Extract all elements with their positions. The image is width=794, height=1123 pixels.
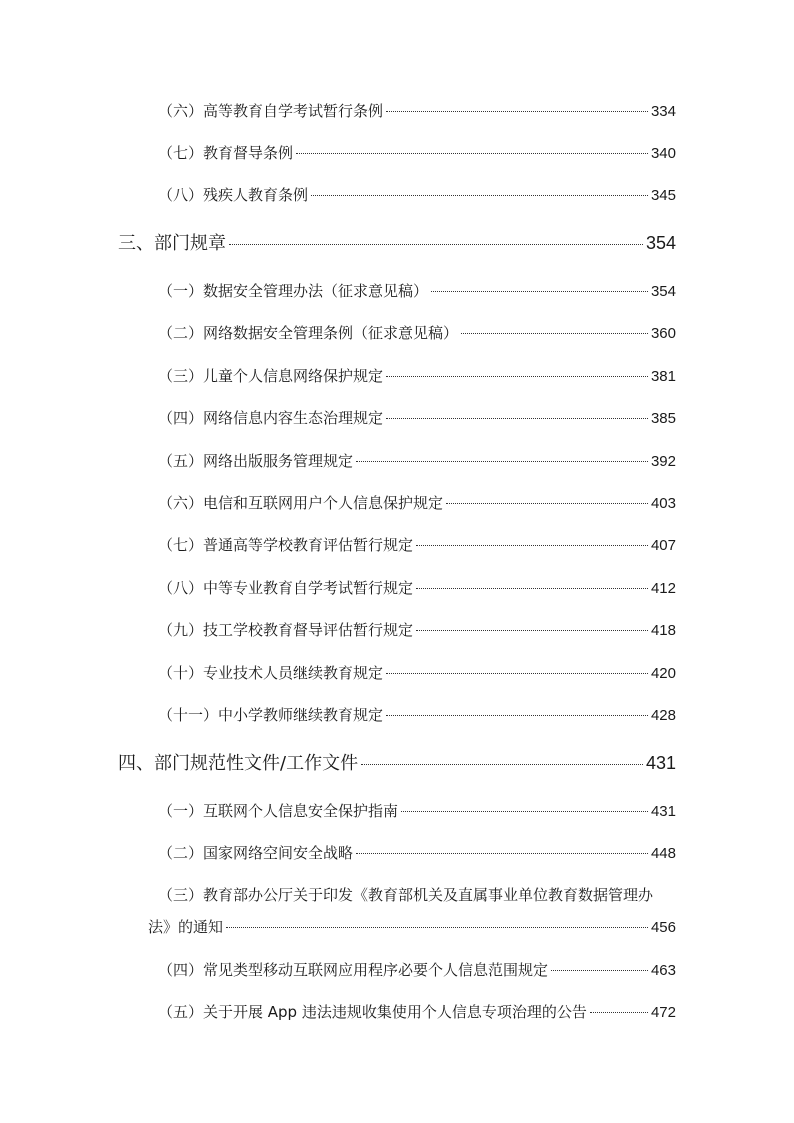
toc-leader-dots [386, 673, 648, 674]
toc-entry[interactable] [158, 185, 676, 206]
toc-entry-title: （五）网络出版服务管理规定 [158, 452, 354, 470]
toc-page-number: 403 [650, 495, 676, 512]
toc-entry-title: （八）中等专业教育自学考试暂行规定 [158, 579, 414, 597]
toc-entry[interactable] [158, 281, 676, 302]
toc-entry[interactable] [158, 493, 676, 514]
toc-page-number: 456 [650, 919, 676, 936]
toc-entry-title: （九）技工学校教育督导评估暂行规定 [158, 621, 414, 639]
toc-leader-dots [311, 195, 648, 196]
toc-entry[interactable] [158, 535, 676, 556]
toc-leader-dots [431, 291, 648, 292]
toc-entry[interactable] [158, 578, 676, 599]
toc-entry[interactable] [158, 1002, 676, 1023]
toc-leader-dots [386, 376, 648, 377]
toc-page-number: 418 [650, 622, 676, 639]
toc-entry-continuation[interactable] [148, 917, 676, 938]
toc-entry[interactable] [158, 323, 676, 344]
toc-leader-dots [356, 461, 648, 462]
toc-entry[interactable] [158, 801, 676, 822]
toc-entry[interactable] [158, 366, 676, 387]
toc-entry[interactable] [158, 620, 676, 641]
toc-page-number: 463 [650, 962, 676, 979]
toc-entry-title-continued: 法》的通知 [148, 918, 224, 936]
toc-leader-dots [416, 630, 648, 631]
toc-page-number: 407 [650, 537, 676, 554]
toc-entry-title: （五）关于开展 App 违法违规收集使用个人信息专项治理的公告 [158, 1003, 587, 1021]
toc-page-number: 412 [650, 580, 676, 597]
toc-leader-dots [361, 764, 643, 765]
toc-entry[interactable] [158, 663, 676, 684]
toc-page-number: 431 [645, 753, 676, 773]
toc-entry-title: （六）高等教育自学考试暂行条例 [158, 102, 384, 120]
toc-leader-dots [416, 545, 648, 546]
toc-entry-title: 四、部门规范性文件/工作文件 [118, 753, 359, 774]
toc-page-number: 420 [650, 665, 676, 682]
toc-entry-title: （三）儿童个人信息网络保护规定 [158, 367, 384, 385]
toc-page-number: 448 [650, 845, 676, 862]
toc-entry-title: （七）教育督导条例 [158, 144, 294, 162]
toc-leader-dots [296, 153, 648, 154]
toc-entry-title: （二）国家网络空间安全战略 [158, 844, 354, 862]
toc-entry[interactable] [158, 408, 676, 429]
toc-page-number: 472 [650, 1004, 676, 1021]
toc-page-number: 392 [650, 453, 676, 470]
toc-entry-title: 三、部门规章 [118, 233, 226, 254]
toc-page-number: 431 [650, 803, 676, 820]
toc-entry-title: （八）残疾人教育条例 [158, 186, 309, 204]
toc-leader-dots [416, 588, 648, 589]
toc-leader-dots [401, 811, 648, 812]
toc-leader-dots [446, 503, 648, 504]
toc-entry-title: （七）普通高等学校教育评估暂行规定 [158, 536, 414, 554]
toc-leader-dots [551, 970, 648, 971]
toc-entry-title: （四）常见类型移动互联网应用程序必要个人信息范围规定 [158, 961, 549, 979]
toc-section-heading[interactable] [118, 231, 676, 256]
toc-page-number: 428 [650, 707, 676, 724]
toc-entry[interactable] [158, 960, 676, 981]
toc-section-heading[interactable] [118, 751, 676, 776]
toc-page-number: 354 [645, 233, 676, 253]
toc-leader-dots [226, 927, 648, 928]
toc-entry-title: （十）专业技术人员继续教育规定 [158, 664, 384, 682]
toc-entry[interactable] [158, 451, 676, 472]
toc-leader-dots [229, 244, 643, 245]
toc-entry-title: （六）电信和互联网用户个人信息保护规定 [158, 494, 444, 512]
toc-page-number: 345 [650, 187, 676, 204]
toc-leader-dots [461, 333, 648, 334]
toc-entry-title: （十一）中小学教师继续教育规定 [158, 706, 384, 724]
toc-entry[interactable] [158, 705, 676, 726]
toc-entry[interactable] [158, 843, 676, 864]
toc-leader-dots [356, 853, 648, 854]
toc-entry[interactable] [158, 143, 676, 164]
toc-page-number: 334 [650, 103, 676, 120]
toc-page-number: 340 [650, 145, 676, 162]
toc-entry[interactable] [158, 101, 676, 122]
toc-entry-title: （一）数据安全管理办法（征求意见稿） [158, 282, 429, 300]
toc-entry-title: （二）网络数据安全管理条例（征求意见稿） [158, 324, 459, 342]
toc-leader-dots [590, 1012, 648, 1013]
toc-page-number: 354 [650, 283, 676, 300]
toc-page-number: 360 [650, 325, 676, 342]
toc-entry-first-line[interactable] [158, 885, 676, 905]
toc-entry-title: （四）网络信息内容生态治理规定 [158, 409, 384, 427]
toc-leader-dots [386, 111, 648, 112]
toc-leader-dots [386, 418, 648, 419]
toc-page-number: 381 [650, 368, 676, 385]
toc-entry-title: （一）互联网个人信息安全保护指南 [158, 802, 399, 820]
toc-leader-dots [386, 715, 648, 716]
toc-page-number: 385 [650, 410, 676, 427]
toc-entry-title: （三）教育部办公厅关于印发《教育部机关及直属事业单位教育数据管理办 [158, 886, 654, 904]
